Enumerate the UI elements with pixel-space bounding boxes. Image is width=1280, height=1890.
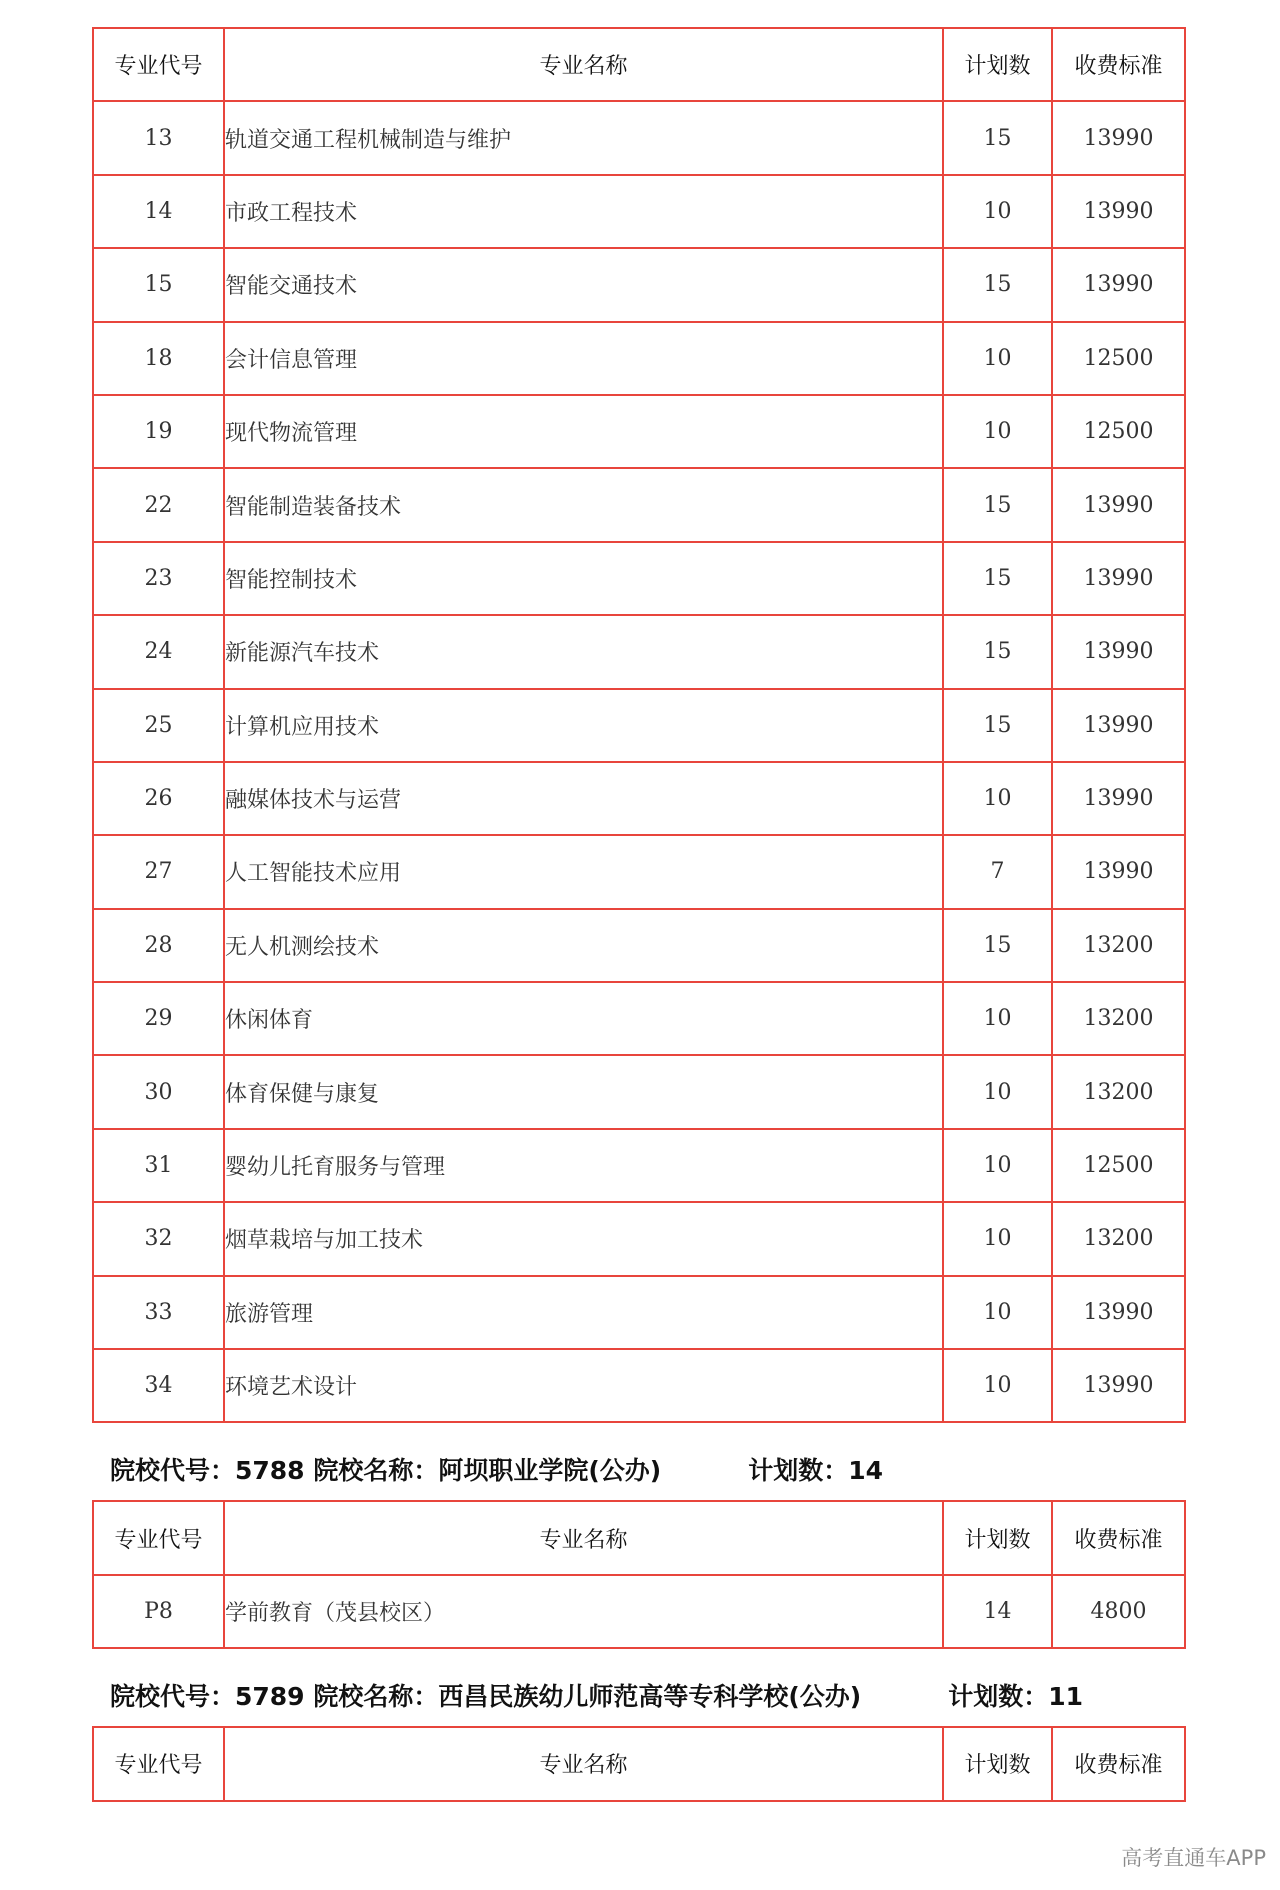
cell-name: 旅游管理	[224, 1276, 943, 1349]
school-plan-count: 计划数：14	[748, 1456, 884, 1486]
cell-count: 15	[943, 101, 1052, 174]
table-row	[93, 1129, 1185, 1202]
cell-code: 19	[93, 395, 224, 468]
header-name: 专业名称	[224, 28, 943, 101]
table-row	[93, 1202, 1185, 1275]
table-row	[93, 689, 1185, 762]
table-header-row	[93, 28, 1185, 101]
cell-code: 34	[93, 1349, 224, 1422]
cell-fee: 12500	[1052, 395, 1185, 468]
cell-fee: 13990	[1052, 101, 1185, 174]
table-row	[93, 1055, 1185, 1128]
header-fee: 收费标准	[1052, 1727, 1185, 1800]
table-row	[93, 248, 1185, 321]
cell-count: 10	[943, 982, 1052, 1055]
school-name: 院校名称：阿坝职业学院(公办)	[313, 1456, 662, 1486]
cell-fee: 13990	[1052, 689, 1185, 762]
table-body	[93, 1575, 1185, 1648]
table-body	[93, 101, 1185, 1422]
cell-name: 体育保健与康复	[224, 1055, 943, 1128]
header-name: 专业名称	[224, 1727, 943, 1800]
school-info-5788	[92, 1423, 1184, 1500]
cell-fee: 12500	[1052, 1129, 1185, 1202]
cell-count: 15	[943, 468, 1052, 541]
cell-fee: 13990	[1052, 762, 1185, 835]
school-info-5789	[92, 1649, 1184, 1726]
table-row	[93, 762, 1185, 835]
cell-fee: 13990	[1052, 468, 1185, 541]
school-name: 院校名称：西昌民族幼儿师范高等专科学校(公办)	[313, 1682, 862, 1712]
watermark-text: 高考直通车APP	[1121, 1846, 1266, 1870]
cell-name: 智能交通技术	[224, 248, 943, 321]
cell-count: 15	[943, 248, 1052, 321]
table-row	[93, 468, 1185, 541]
cell-count: 10	[943, 322, 1052, 395]
table-row	[93, 395, 1185, 468]
cell-fee: 13200	[1052, 1202, 1185, 1275]
cell-count: 10	[943, 762, 1052, 835]
cell-fee: 13990	[1052, 175, 1185, 248]
table-row	[93, 1276, 1185, 1349]
cell-code: 23	[93, 542, 224, 615]
cell-count: 10	[943, 175, 1052, 248]
table-row	[93, 322, 1185, 395]
cell-fee: 13990	[1052, 542, 1185, 615]
cell-count: 10	[943, 395, 1052, 468]
school-plan-count: 计划数：11	[948, 1682, 1084, 1712]
cell-fee: 13990	[1052, 1349, 1185, 1422]
header-code: 专业代号	[93, 1501, 224, 1574]
cell-name: 现代物流管理	[224, 395, 943, 468]
major-plan-table	[92, 27, 1186, 1423]
cell-code: P8	[93, 1575, 224, 1648]
cell-name: 婴幼儿托育服务与管理	[224, 1129, 943, 1202]
header-fee: 收费标准	[1052, 28, 1185, 101]
cell-name: 环境艺术设计	[224, 1349, 943, 1422]
cell-code: 33	[93, 1276, 224, 1349]
cell-code: 31	[93, 1129, 224, 1202]
major-plan-table	[92, 1500, 1186, 1649]
cell-code: 18	[93, 322, 224, 395]
cell-count: 14	[943, 1575, 1052, 1648]
cell-count: 15	[943, 542, 1052, 615]
cell-name: 计算机应用技术	[224, 689, 943, 762]
school-code: 院校代号：5789	[110, 1682, 305, 1712]
cell-name: 休闲体育	[224, 982, 943, 1055]
table-row	[93, 982, 1185, 1055]
table-row	[93, 542, 1185, 615]
cell-fee: 13200	[1052, 1055, 1185, 1128]
cell-name: 智能制造装备技术	[224, 468, 943, 541]
table-row	[93, 909, 1185, 982]
cell-code: 22	[93, 468, 224, 541]
cell-code: 32	[93, 1202, 224, 1275]
cell-code: 30	[93, 1055, 224, 1128]
cell-code: 29	[93, 982, 224, 1055]
cell-count: 10	[943, 1202, 1052, 1275]
cell-count: 10	[943, 1276, 1052, 1349]
cell-name: 无人机测绘技术	[224, 909, 943, 982]
header-count: 计划数	[943, 28, 1052, 101]
table-row	[93, 1575, 1185, 1648]
cell-name: 新能源汽车技术	[224, 615, 943, 688]
cell-fee: 13990	[1052, 1276, 1185, 1349]
cell-name: 烟草栽培与加工技术	[224, 1202, 943, 1275]
header-code: 专业代号	[93, 1727, 224, 1800]
cell-fee: 13990	[1052, 615, 1185, 688]
cell-fee: 13990	[1052, 248, 1185, 321]
document-page	[92, 27, 1184, 1802]
cell-code: 26	[93, 762, 224, 835]
cell-name: 会计信息管理	[224, 322, 943, 395]
cell-name: 市政工程技术	[224, 175, 943, 248]
cell-count: 7	[943, 835, 1052, 908]
cell-name: 学前教育（茂县校区）	[224, 1575, 943, 1648]
cell-count: 15	[943, 689, 1052, 762]
cell-fee: 12500	[1052, 322, 1185, 395]
cell-code: 28	[93, 909, 224, 982]
cell-code: 25	[93, 689, 224, 762]
table-row	[93, 835, 1185, 908]
cell-count: 10	[943, 1129, 1052, 1202]
cell-code: 15	[93, 248, 224, 321]
cell-fee: 13990	[1052, 835, 1185, 908]
cell-count: 15	[943, 909, 1052, 982]
cell-count: 10	[943, 1055, 1052, 1128]
cell-fee: 13200	[1052, 982, 1185, 1055]
cell-count: 15	[943, 615, 1052, 688]
table-row	[93, 1349, 1185, 1422]
table-row	[93, 175, 1185, 248]
table-row	[93, 101, 1185, 174]
cell-name: 轨道交通工程机械制造与维护	[224, 101, 943, 174]
header-count: 计划数	[943, 1501, 1052, 1574]
school-code: 院校代号：5788	[110, 1456, 305, 1486]
cell-fee: 13200	[1052, 909, 1185, 982]
cell-name: 融媒体技术与运营	[224, 762, 943, 835]
header-count: 计划数	[943, 1727, 1052, 1800]
cell-name: 智能控制技术	[224, 542, 943, 615]
header-fee: 收费标准	[1052, 1501, 1185, 1574]
cell-code: 14	[93, 175, 224, 248]
cell-name: 人工智能技术应用	[224, 835, 943, 908]
cell-fee: 4800	[1052, 1575, 1185, 1648]
header-code: 专业代号	[93, 28, 224, 101]
cell-count: 10	[943, 1349, 1052, 1422]
cell-code: 24	[93, 615, 224, 688]
header-name: 专业名称	[224, 1501, 943, 1574]
cell-code: 27	[93, 835, 224, 908]
table-row	[93, 615, 1185, 688]
cell-code: 13	[93, 101, 224, 174]
